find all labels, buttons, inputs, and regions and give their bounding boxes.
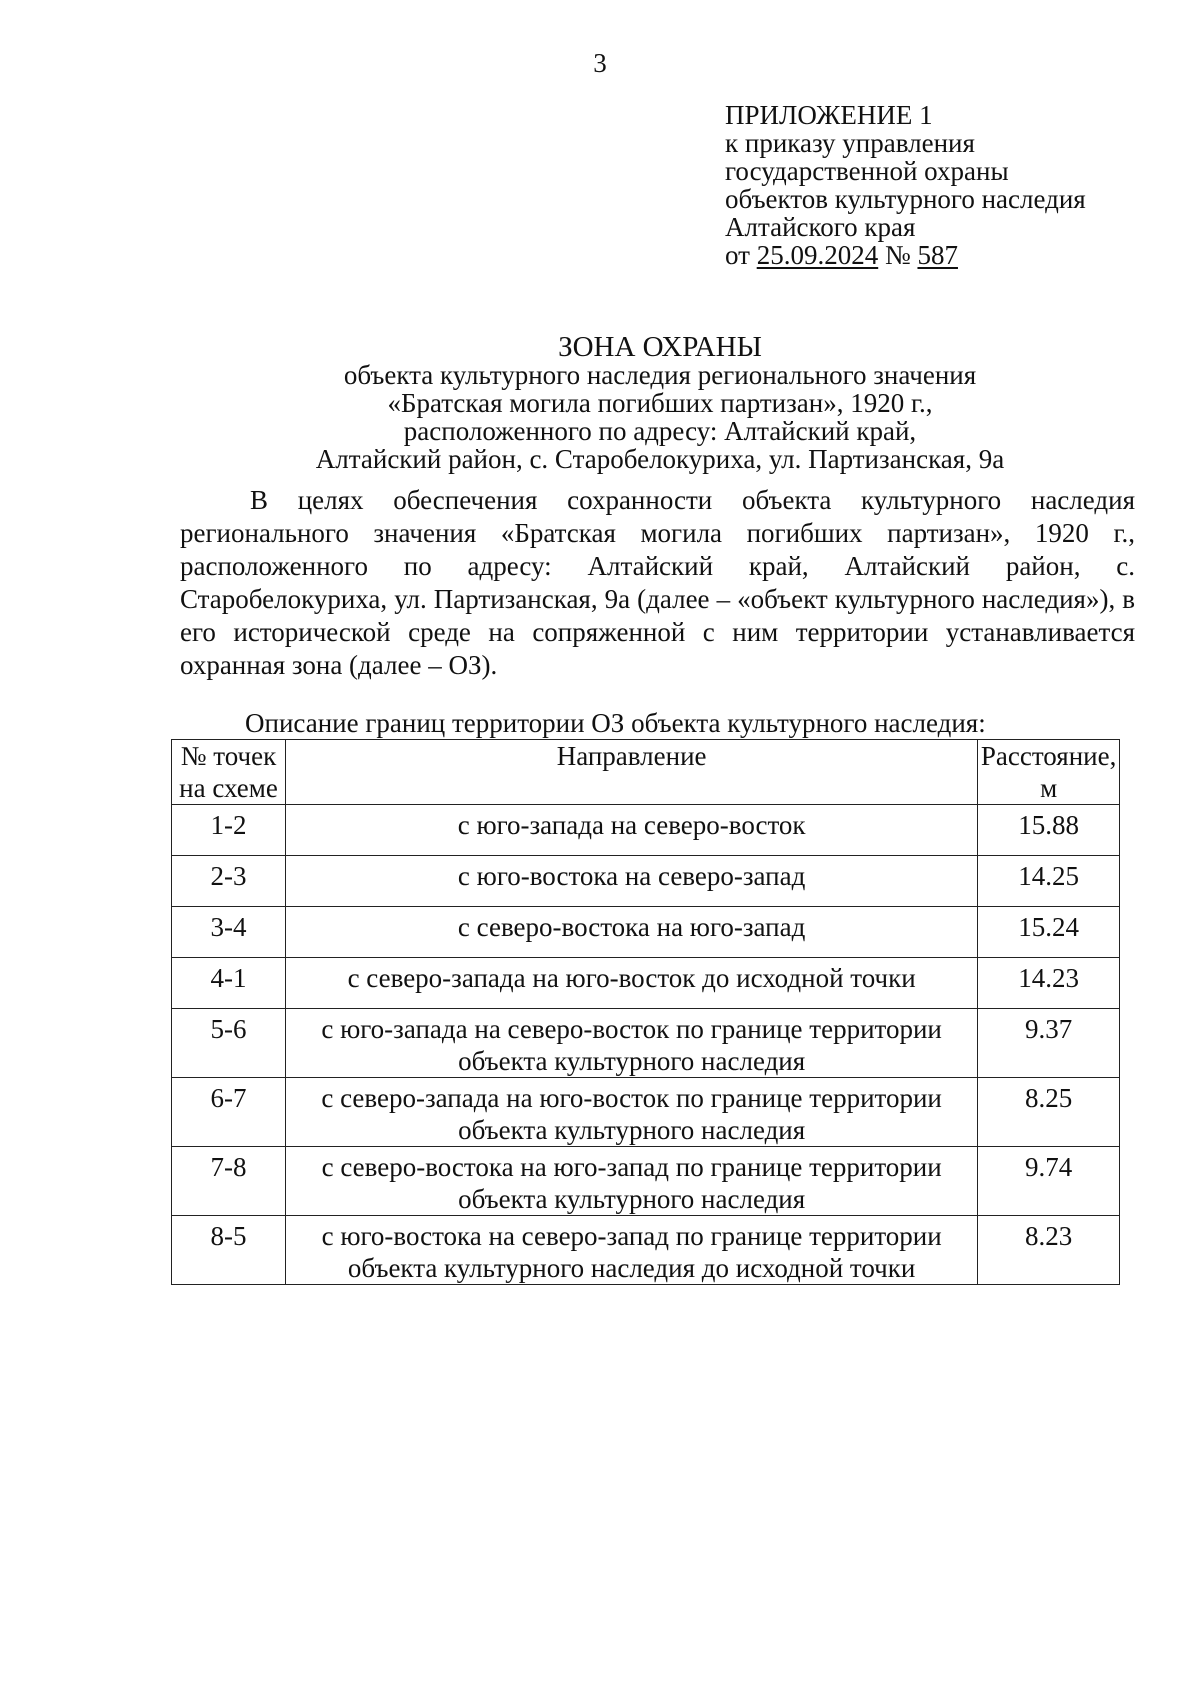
- title-line: расположенного по адресу: Алтайский край,: [403, 416, 917, 446]
- appendix-line: объектов культурного наследия: [725, 184, 1086, 214]
- cell-points: 7-8: [172, 1147, 286, 1216]
- appendix-line: к приказу управления: [725, 128, 975, 158]
- cell-points: 8-5: [172, 1216, 286, 1285]
- cell-distance: 8.25: [978, 1078, 1120, 1147]
- title-line: «Братская могила погибших партизан», 1920 г.,: [387, 388, 933, 418]
- table-row: [172, 907, 1120, 958]
- cell-points: 6-7: [172, 1078, 286, 1147]
- cell-direction-line: объекта культурного наследия: [458, 1115, 806, 1145]
- cell-direction-line: с северо-запада на юго-восток по границе территории: [321, 1083, 942, 1113]
- cell-direction-line: объекта культурного наследия до исходной точки: [347, 1253, 916, 1283]
- cell-direction-line: с юго-востока на северо-запад по границе территории: [321, 1221, 942, 1251]
- cell-distance: 9.74: [978, 1147, 1120, 1216]
- title-line: объекта культурного наследия регионального значения: [343, 360, 977, 390]
- cell-points: 4-1: [172, 958, 286, 1009]
- order-number: 587: [917, 240, 958, 270]
- table-row: [172, 958, 1120, 1009]
- appendix-line: Алтайского края: [725, 212, 916, 242]
- cell-distance: 9.37: [978, 1009, 1120, 1078]
- cell-points: 1-2: [172, 805, 286, 856]
- cell-direction-line: с северо-востока на юго-запад по границе территории: [321, 1152, 942, 1182]
- cell-points: 3-4: [172, 907, 286, 958]
- header-points: [172, 740, 286, 805]
- cell-direction: [286, 1147, 978, 1216]
- table-row: [172, 1009, 1120, 1078]
- cell-distance: 15.88: [978, 805, 1120, 856]
- cell-points: 2-3: [172, 856, 286, 907]
- header-distance-line: м: [1040, 773, 1058, 803]
- cell-direction: [286, 1216, 978, 1285]
- page-number: 3: [593, 48, 607, 78]
- appendix-line: государственной охраны: [725, 156, 1009, 186]
- header-distance-line: Расстояние,: [980, 741, 1117, 771]
- cell-direction: с северо-запада на юго-восток до исходной точки: [286, 958, 978, 1009]
- appendix-title: ПРИЛОЖЕНИЕ 1: [725, 100, 933, 130]
- document-title: [180, 333, 1140, 473]
- cell-direction-line: с юго-запада на северо-восток по границе территории: [321, 1014, 942, 1044]
- header-direction: [286, 740, 978, 805]
- table-header-row: [172, 740, 1120, 805]
- table-caption: Описание границ территории ОЗ объекта культурного наследия:: [245, 708, 986, 738]
- header-points-line: № точек: [180, 741, 277, 771]
- header-points-line: на схеме: [179, 773, 278, 803]
- order-date: 25.09.2024: [756, 240, 879, 270]
- cell-distance: 8.23: [978, 1216, 1120, 1285]
- boundary-table: [171, 739, 1120, 1285]
- order-date-prefix: от: [725, 240, 757, 270]
- table-row: [172, 856, 1120, 907]
- order-number-prefix: №: [878, 240, 918, 270]
- cell-direction: с юго-запада на северо-восток: [286, 805, 978, 856]
- table-row: [172, 1078, 1120, 1147]
- table-row: [172, 1216, 1120, 1285]
- cell-direction: с юго-востока на северо-запад: [286, 856, 978, 907]
- cell-direction-line: объекта культурного наследия: [458, 1184, 806, 1214]
- table-row: [172, 805, 1120, 856]
- body-paragraph: В целях обеспечения сохранности объекта культурного наследия регионального значения «Братская могила погибших партизан», 1920 г., расположенного по адресу: Алтайский край, Алтайский район, с. Старобелокуриха, ул. Партизанская, 9а (далее – «объект культурного наследия»), в его исторической среде на сопряженной с ним территории устанавливается охранная зона (далее – ОЗ).: [180, 485, 1135, 680]
- cell-distance: 14.23: [978, 958, 1120, 1009]
- cell-direction: с северо-востока на юго-запад: [286, 907, 978, 958]
- cell-distance: 14.25: [978, 856, 1120, 907]
- cell-distance: 15.24: [978, 907, 1120, 958]
- header-direction-label: Направление: [556, 741, 707, 771]
- cell-direction: [286, 1009, 978, 1078]
- cell-direction: [286, 1078, 978, 1147]
- title-heading: ЗОНА ОХРАНЫ: [558, 331, 762, 363]
- title-line: Алтайский район, с. Старобелокуриха, ул. Партизанская, 9а: [315, 444, 1005, 474]
- table-row: [172, 1147, 1120, 1216]
- appendix-block: [725, 101, 1086, 269]
- cell-points: 5-6: [172, 1009, 286, 1078]
- header-distance: [978, 740, 1120, 805]
- cell-direction-line: объекта культурного наследия: [458, 1046, 806, 1076]
- appendix-order-line: [725, 241, 1086, 269]
